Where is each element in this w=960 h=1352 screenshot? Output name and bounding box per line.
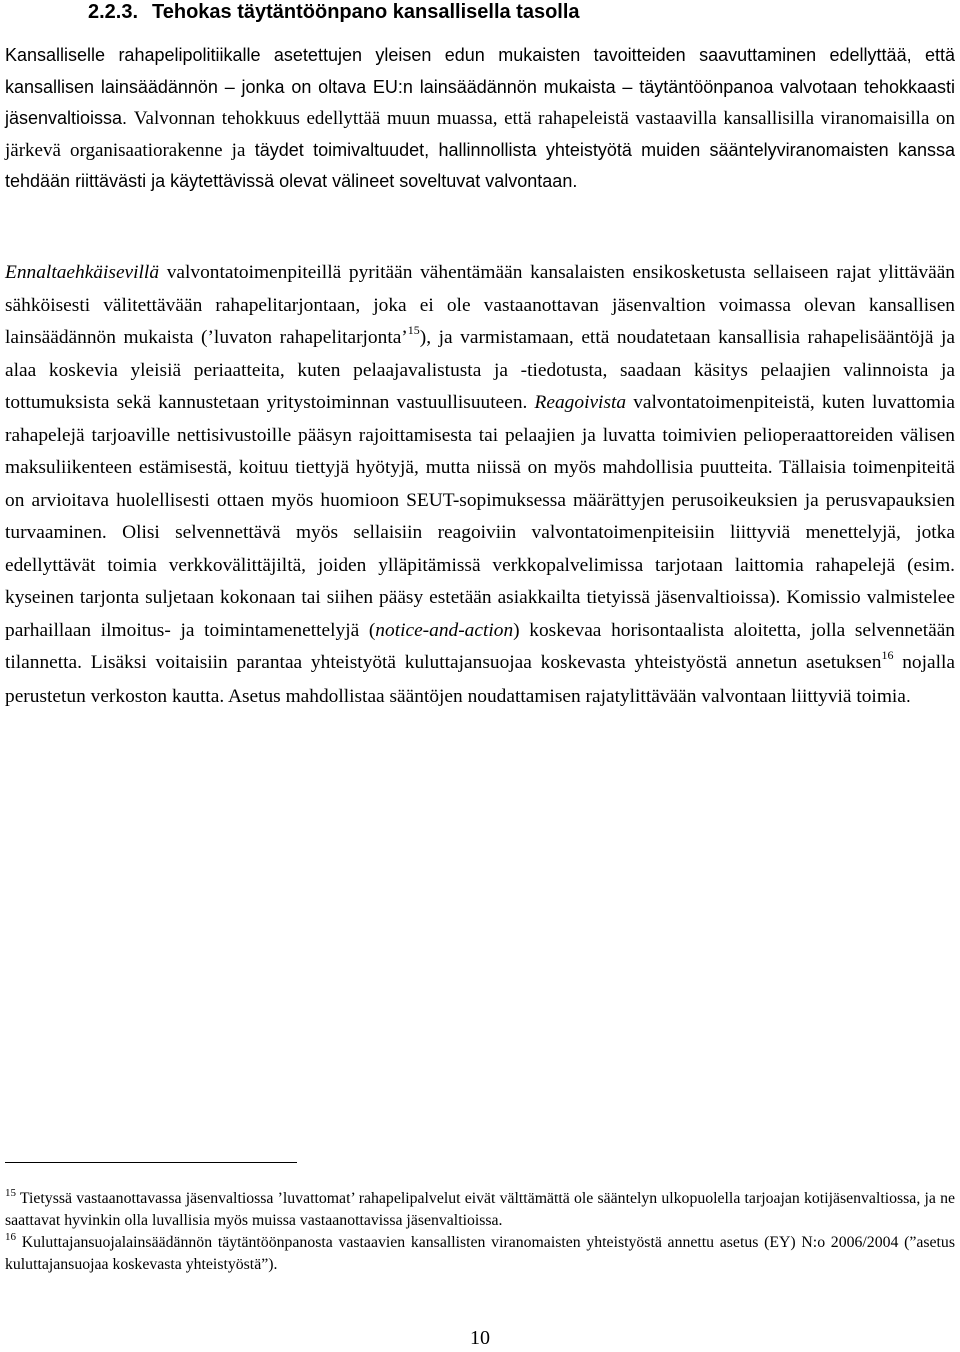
paragraph-2-text-3: valvontatoimenpiteistä, kuten luvattomia rahapelejä tarjoaville nettisivustoille pääsyn rajoittamisesta tai pelaajien ja luvatta toimivien pelioperaattoreiden välisen maksuliikenteen estämisestä, koituu tiettyjä hyötyjä, mutta niissä on myös mahdollisia puutteita. Tällaisia toimenpiteitä on arvioitava huolellisesti ottaen myös huomioon SEUT-sopimuksessa määrättyjen perusoikeuksien ja perusvapauksien turvaaminen. Olisi selvennettävä myös sellaisiin reagoiviin valvontatoimenpiteisiin liittyviä menettelyjä, jotka edellyttävät toimia verkkovälittäjiltä, joiden ylläpitämissä verkkopalvelimissa tarjotaan laittomia rahapelejä (esim. kyseinen tarjonta suljetaan kokonaan tai siihen pääsy estetään asiakkailta tietyissä jäsenvaltioissa). Komissio valmistelee parhaillaan ilmoitus- ja toimintamenettelyjä ( (5, 392, 955, 641)
paragraph-2-text-1: valvontatoimenpiteillä pyritään vähentämään kansalaisten ensikosketusta sellaiseen rajat ylittävään sähköisesti välitettävään rahapelitarjontaan, joka ei ole vastaanottavan jäsenvaltion voimassa olevan kansallisen lainsäädännön mukaista (’luvaton rahapelitarjonta’ (5, 262, 955, 348)
page-number: 10 (470, 1327, 490, 1349)
paragraph-2 (5, 257, 955, 713)
section-title: Tehokas täytäntöönpano kansallisella tasolla (152, 1, 580, 23)
paragraph-1 (5, 40, 955, 198)
footnote-ref-15[interactable]: 15 (407, 323, 420, 337)
footnote-text: Kuluttajansuojalainsäädännön täytäntöönpanosta vastaavien kansallisten viranomaisten yhteistyöstä annettu asetus (EY) N:o 2006/2004 (”asetus kuluttajansuojaa koskevasta yhteistyöstä”). (5, 1234, 955, 1273)
paragraph-2-text-5: nojalla perustetun verkoston kautta. Asetus mahdollistaa sääntöjen noudattamisen rajatylittävään valvontaan liittyviä toimia (5, 652, 955, 707)
footnote-separator (5, 1162, 297, 1163)
paragraph-1-text-a: Kansalliselle rahapelipolitiikalle asetettujen yleisen edun mukaisten tavoitteiden saavuttaminen edellyttää, että kansallisen lainsäädännön – jonka on oltava EU:n lainsäädännön mukaista – täytäntöönpanoa valvotaan tehokkaasti jäsenvaltioissa. (5, 45, 955, 128)
paragraph-2-text-2: ), ja varmistamaan, että noudatetaan kansallisia rahapelisääntöjä ja alaa koskevia yleisiä periaatteita, kuten pelaajavalistusta ja -tiedotusta, saadaan käsitys pelaajien valinnoista ja tottumuksista sekä kannustetaan yritystoiminnan vastuullisuuteen. (5, 327, 956, 413)
emphasis-preventive: Ennaltaehkäisevillä (5, 262, 160, 283)
footnotes (5, 1188, 955, 1276)
section-number: 2.2.3. (88, 1, 139, 23)
emphasis-reactive: Reagoivista (534, 392, 627, 413)
footnote-ref-16[interactable]: 16 (881, 648, 894, 662)
footnote-number: 16 (5, 1231, 16, 1243)
emphasis-notice-and-action: notice-and-action (375, 619, 514, 641)
paragraph-1-text-c: täydet toimivaltuudet, hallinnollista yhteistyötä muiden sääntelyviranomaisten kanssa tehdään riittävästi ja käytettävissä olevat välineet soveltuvat valvontaan. (5, 139, 955, 191)
footnote-number: 15 (5, 1187, 16, 1199)
footnote-16 (5, 1232, 955, 1276)
paragraph-1-text-b: Valvonnan tehokkuus edellyttää muun muassa, että rahapeleistä vastaavilla kansallisilla viranomaisilla on järkevä organisaatiorakenne ja (5, 108, 955, 161)
footnote-15 (5, 1188, 955, 1232)
footnote-text: Tietyssä vastaanottavassa jäsenvaltiossa ’luvattomat’ rahapelipalvelut eivät välttämättä ole sääntelyn ulkopuolella tarjoajan kotijäsenvaltiossa, ja ne saattavat hyvinkin olla luvallisia myös muissa vastaanottavissa jäsenvaltioissa. (5, 1190, 955, 1229)
paragraph-2-end-period: . (905, 685, 911, 706)
section-heading (88, 0, 948, 24)
paragraph-2-text-4: ) koskevaa horisontaalista aloitetta, jolla selvennetään tilannetta. Lisäksi voitaisiin parantaa yhteistyötä kuluttajansuojaa koskevasta yhteistyöstä annetun asetuksen (5, 619, 956, 673)
